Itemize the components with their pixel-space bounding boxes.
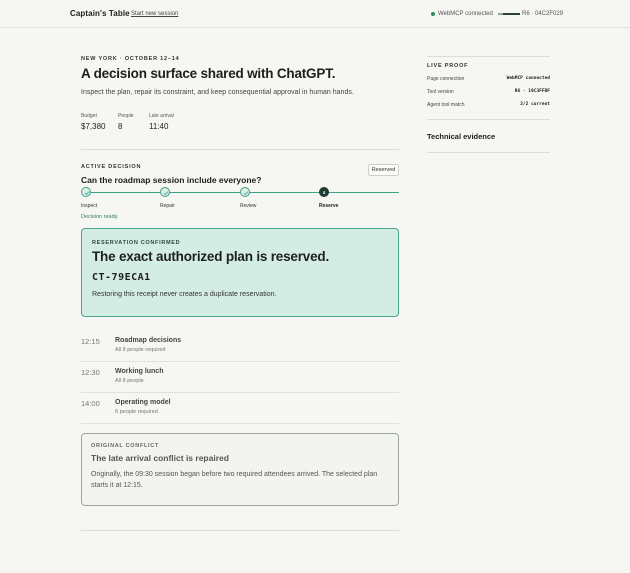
agenda-row xyxy=(81,393,399,424)
stat-value: 11:40 xyxy=(149,122,169,131)
agenda-title: Roadmap decisions xyxy=(115,337,182,344)
proof-value: 2/2 current xyxy=(520,102,550,107)
proof-key: Agent tool match xyxy=(427,102,465,108)
agenda-row xyxy=(81,331,399,362)
agenda-time: 12:30 xyxy=(81,368,100,377)
agenda-title: Working lunch xyxy=(115,368,164,375)
confirmation-title: The exact authorized plan is reserved. xyxy=(92,249,329,264)
revision-line-icon xyxy=(498,13,520,15)
revision-label: R6 · 04C2F029 xyxy=(522,11,564,17)
stat-people xyxy=(118,113,134,131)
agenda-time: 14:00 xyxy=(81,399,100,408)
conflict-body: Originally, the 09:30 session began before two required attendees arrived. The selected plan starts it at 12:15. xyxy=(91,471,378,489)
page-title: A decision surface shared with ChatGPT. xyxy=(81,66,336,81)
sidebar-divider xyxy=(427,152,550,153)
stat-label: Late arrival xyxy=(149,113,174,119)
conflict-eyebrow: ORIGINAL CONFLICT xyxy=(91,443,160,449)
technical-evidence-toggle[interactable]: Technical evidence xyxy=(427,132,496,141)
top-bar xyxy=(0,0,630,28)
step-repair-check-icon[interactable] xyxy=(160,187,170,197)
stat-label: People xyxy=(118,113,134,119)
step-label-review: Review xyxy=(240,203,257,209)
location-eyebrow: NEW YORK · OCTOBER 12–14 xyxy=(81,56,180,62)
agenda-subtitle: All 8 people xyxy=(115,378,144,384)
active-decision-eyebrow: ACTIVE DECISION xyxy=(81,164,142,170)
agenda-title: Operating model xyxy=(115,399,171,406)
confirmation-eyebrow: RESERVATION CONFIRMED xyxy=(92,240,181,246)
reserved-status-button[interactable]: Reserved xyxy=(368,164,399,176)
stat-late-arrival xyxy=(149,113,174,131)
connection-status xyxy=(431,11,493,17)
conflict-title: The late arrival conflict is repaired xyxy=(91,453,229,463)
page-lede: Inspect the plan, repair its constraint, and keep consequential approval in human hands. xyxy=(81,89,354,96)
step-inspect-check-icon[interactable] xyxy=(81,187,91,197)
agenda-subtitle: All 8 people required xyxy=(115,347,166,353)
step-review-check-icon[interactable] xyxy=(240,187,250,197)
proof-value: WebMCP connected xyxy=(506,76,550,81)
agenda-time: 12:15 xyxy=(81,337,100,346)
agenda-row xyxy=(81,362,399,393)
stat-budget xyxy=(81,113,105,131)
step-label-reserve: Reserve xyxy=(319,203,339,209)
proof-key: Page connection xyxy=(427,76,465,82)
confirmation-note: Restoring this receipt never creates a duplicate reservation. xyxy=(92,291,277,298)
sidebar-divider xyxy=(427,119,550,120)
brand-name: Captain's Table xyxy=(70,9,130,18)
decision-status-text: Decision ready. xyxy=(81,214,119,220)
connection-label: WebMCP connected xyxy=(438,11,493,17)
sidebar-divider xyxy=(427,56,550,57)
original-conflict-card xyxy=(81,433,399,506)
agenda-subtitle: 6 people required xyxy=(115,409,158,415)
start-new-session-link[interactable]: Start new session xyxy=(131,11,179,17)
stat-value: 8 xyxy=(118,122,123,131)
step-reserve-current[interactable]: 4 xyxy=(319,187,329,197)
step-label-repair: Repair xyxy=(160,203,175,209)
step-label-inspect: Inspect xyxy=(81,203,98,209)
decision-question: Can the roadmap session include everyone? xyxy=(81,175,262,185)
reservation-confirmation-card xyxy=(81,228,399,317)
status-dot-icon xyxy=(431,12,435,16)
revision-indicator xyxy=(498,11,563,17)
reservation-code: CT-79ECA1 xyxy=(92,272,151,283)
live-proof-label: LIVE PROOF xyxy=(427,63,469,69)
stat-value: $7,380 xyxy=(81,122,106,131)
stat-label: Budget xyxy=(81,113,97,119)
divider xyxy=(81,149,399,150)
proof-key: Tool version xyxy=(427,89,454,95)
divider xyxy=(81,530,399,531)
proof-value: R6 · 19C3FFBF xyxy=(514,89,550,94)
